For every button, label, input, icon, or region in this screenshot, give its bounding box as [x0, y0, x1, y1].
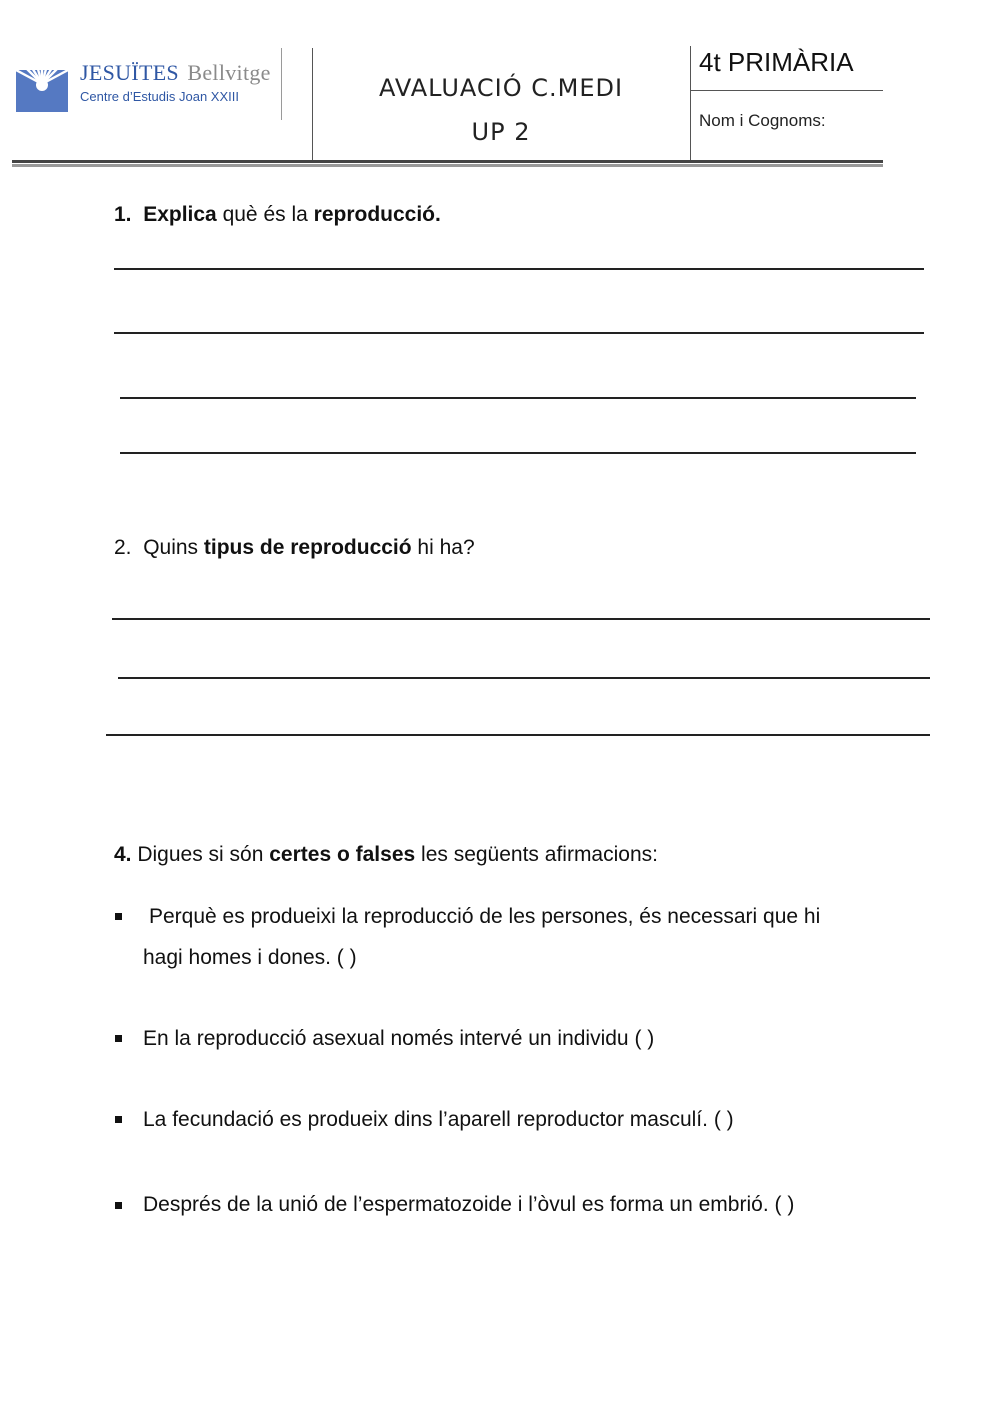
answer-line[interactable] [120, 397, 916, 399]
question-4-text-end: les següents afirmacions: [415, 843, 658, 866]
answer-line[interactable] [114, 268, 924, 270]
question-1-verb: Explica [143, 203, 217, 226]
statement-4: Després de la unió de l’espermatozoide i l’òvul es forma un embrió. ( ) [143, 1193, 795, 1216]
question-4-number: 4. [114, 843, 132, 866]
header-rule-shadow [12, 164, 883, 167]
bullet-icon [115, 1202, 122, 1209]
question-4 [114, 843, 658, 867]
sun-logo-icon [16, 58, 68, 112]
logo-title [80, 60, 271, 86]
title-divider-right [690, 46, 691, 160]
statement-1: Perquè es produeixi la reproducció de les persones, és necessari que hi [149, 905, 821, 928]
exam-unit: UP 2 [471, 118, 531, 146]
grade-label: 4t PRIMÀRIA [699, 47, 854, 77]
question-1 [114, 203, 441, 227]
statement-2: En la reproducció asexual només intervé un individu ( ) [143, 1027, 655, 1050]
name-field-label: Nom i Cognoms: [699, 111, 826, 130]
bullet-icon [115, 1035, 122, 1042]
logo-divider [281, 48, 282, 120]
question-4-text: Digues si són [131, 843, 270, 866]
question-4-keyword: certes o falses [269, 843, 416, 866]
exam-title: AVALUACIÓ C.MEDI [378, 74, 624, 102]
header-rule [12, 160, 883, 163]
bullet-icon [115, 913, 122, 920]
answer-line[interactable] [112, 618, 930, 620]
bullet-icon [115, 1116, 122, 1123]
school-logo [16, 56, 286, 120]
question-2-text-end: hi ha? [411, 536, 475, 559]
logo-place: Bellvitge [187, 60, 271, 85]
statement-1-continuation: hagi homes i dones. ( ) [143, 946, 357, 969]
grade-divider [690, 90, 883, 91]
answer-line[interactable] [118, 677, 930, 679]
question-1-keyword: reproducció. [313, 203, 441, 226]
question-2-text: Quins [143, 536, 204, 559]
logo-subtitle: Centre d’Estudis Joan XXIII [80, 89, 239, 104]
answer-line[interactable] [106, 734, 930, 736]
question-1-text: què és la [216, 203, 314, 226]
question-2 [114, 536, 475, 560]
question-1-number: 1. [114, 203, 132, 226]
logo-brand: JESUÏTES [80, 60, 179, 85]
answer-line[interactable] [114, 332, 924, 334]
question-2-number: 2. [114, 536, 132, 559]
statement-3: La fecundació es produeix dins l’aparell reproductor masculí. ( ) [143, 1108, 734, 1131]
question-2-keyword: tipus de reproducció [203, 536, 412, 559]
answer-line[interactable] [120, 452, 916, 454]
